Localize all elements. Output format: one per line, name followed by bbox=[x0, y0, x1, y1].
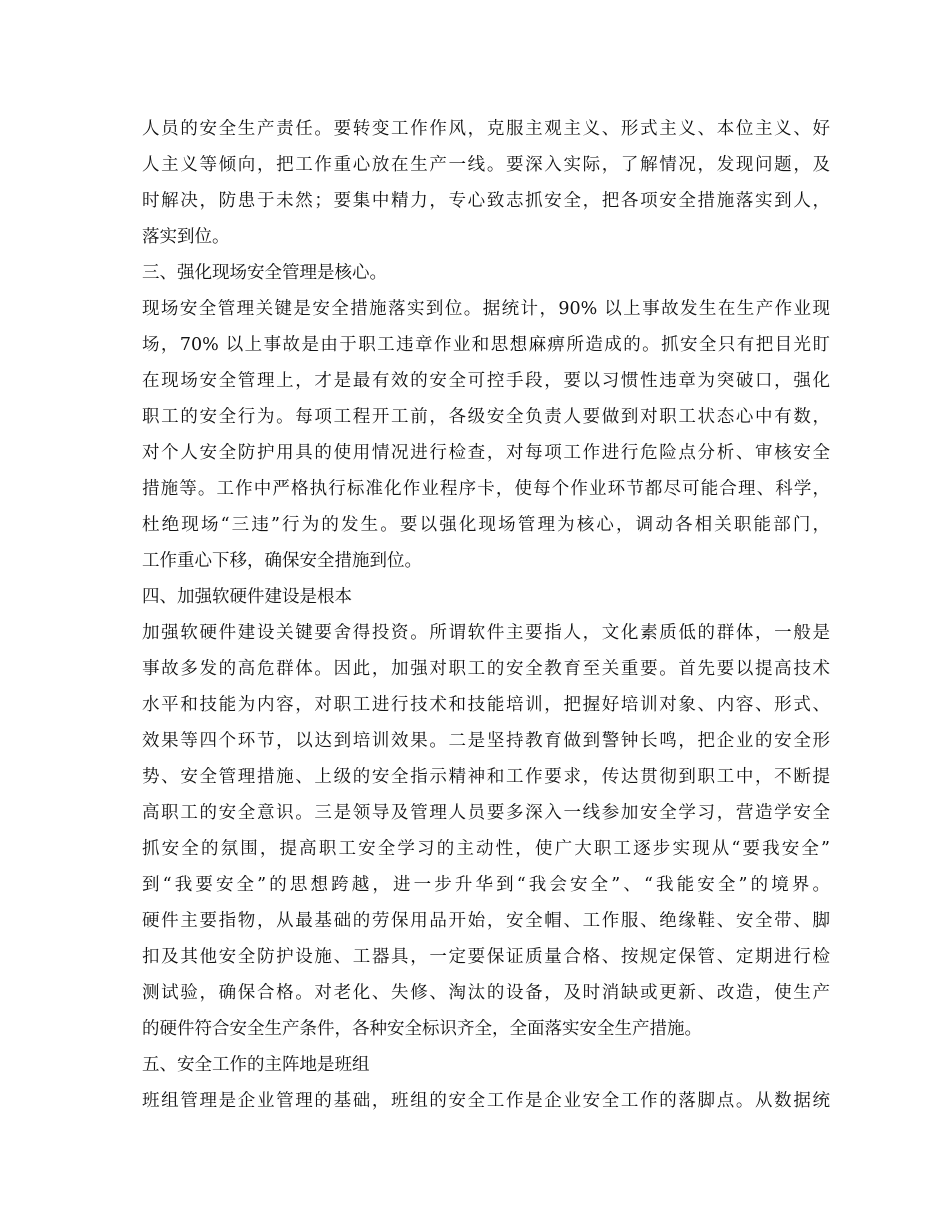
text-line: 扣及其他安全防护设施、工器具，一定要保证质量合格、按规定保管、定期进行检 bbox=[142, 947, 830, 967]
text-line: 事故多发的高危群体。因此，加强对职工的安全教育至关重要。首先要以提高技术 bbox=[142, 659, 830, 679]
text-line: 在现场安全管理上，才是最有效的安全可控手段，要以习惯性违章为突破口，强化 bbox=[142, 371, 830, 391]
text-line: 现场安全管理关键是安全措施落实到位。据统计，90% 以上事故发生在生产作业现 bbox=[142, 299, 830, 319]
text-line: 高职工的安全意识。三是领导及管理人员要多深入一线参加安全学习，营造学安全 bbox=[142, 803, 830, 823]
text-line: 对个人安全防护用具的使用情况进行检查，对每项工作进行危险点分析、审核安全 bbox=[142, 443, 830, 463]
text-line: 人主义等倾向，把工作重心放在生产一线。要深入实际，了解情况，发现问题，及 bbox=[142, 155, 830, 175]
text-line: 四、加强软硬件建设是根本 bbox=[142, 587, 352, 607]
text-line: 三、强化现场安全管理是核心。 bbox=[142, 263, 387, 283]
text-line: 效果等四个环节，以达到培训效果。二是坚持教育做到警钟长鸣，把企业的安全形 bbox=[142, 731, 830, 751]
text-line: 五、安全工作的主阵地是班组 bbox=[142, 1055, 370, 1075]
text-line: 水平和技能为内容，对职工进行技术和技能培训，把握好培训对象、内容、形式、 bbox=[142, 695, 830, 715]
text-line: 杜绝现场“三违”行为的发生。要以强化现场管理为核心，调动各相关职能部门， bbox=[142, 515, 830, 535]
text-line: 措施等。工作中严格执行标准化作业程序卡，使每个作业环节都尽可能合理、科学， bbox=[142, 479, 830, 499]
document-body bbox=[142, 116, 830, 1124]
text-line: 职工的安全行为。每项工程开工前，各级安全负责人要做到对职工状态心中有数， bbox=[142, 407, 830, 427]
text-line: 测试验，确保合格。对老化、失修、淘汰的设备，及时消缺或更新、改造，使生产 bbox=[142, 983, 830, 1003]
text-line: 班组管理是企业管理的基础，班组的安全工作是企业安全工作的落脚点。从数据统 bbox=[142, 1091, 830, 1111]
text-line: 人员的安全生产责任。要转变工作作风，克服主观主义、形式主义、本位主义、好 bbox=[142, 119, 830, 139]
text-line: 到“我要安全”的思想跨越，进一步升华到“我会安全”、“我能安全”的境界。 bbox=[142, 875, 830, 895]
text-line: 加强软硬件建设关键要舍得投资。所谓软件主要指人，文化素质低的群体，一般是 bbox=[142, 623, 830, 643]
text-line: 抓安全的氛围，提高职工安全学习的主动性，使广大职工逐步实现从“要我安全” bbox=[142, 839, 830, 859]
text-line: 工作重心下移，确保安全措施到位。 bbox=[142, 551, 422, 571]
text-line: 时解决，防患于未然；要集中精力，专心致志抓安全，把各项安全措施落实到人， bbox=[142, 191, 830, 211]
text-line: 场，70% 以上事故是由于职工违章作业和思想麻痹所造成的。抓安全只有把目光盯 bbox=[142, 335, 830, 355]
text-line: 的硬件符合安全生产条件，各种安全标识齐全，全面落实安全生产措施。 bbox=[142, 1019, 702, 1039]
text-line: 落实到位。 bbox=[142, 227, 230, 247]
text-line: 硬件主要指物，从最基础的劳保用品开始，安全帽、工作服、绝缘鞋、安全带、脚 bbox=[142, 911, 830, 931]
text-line: 势、安全管理措施、上级的安全指示精神和工作要求，传达贯彻到职工中，不断提 bbox=[142, 767, 830, 787]
